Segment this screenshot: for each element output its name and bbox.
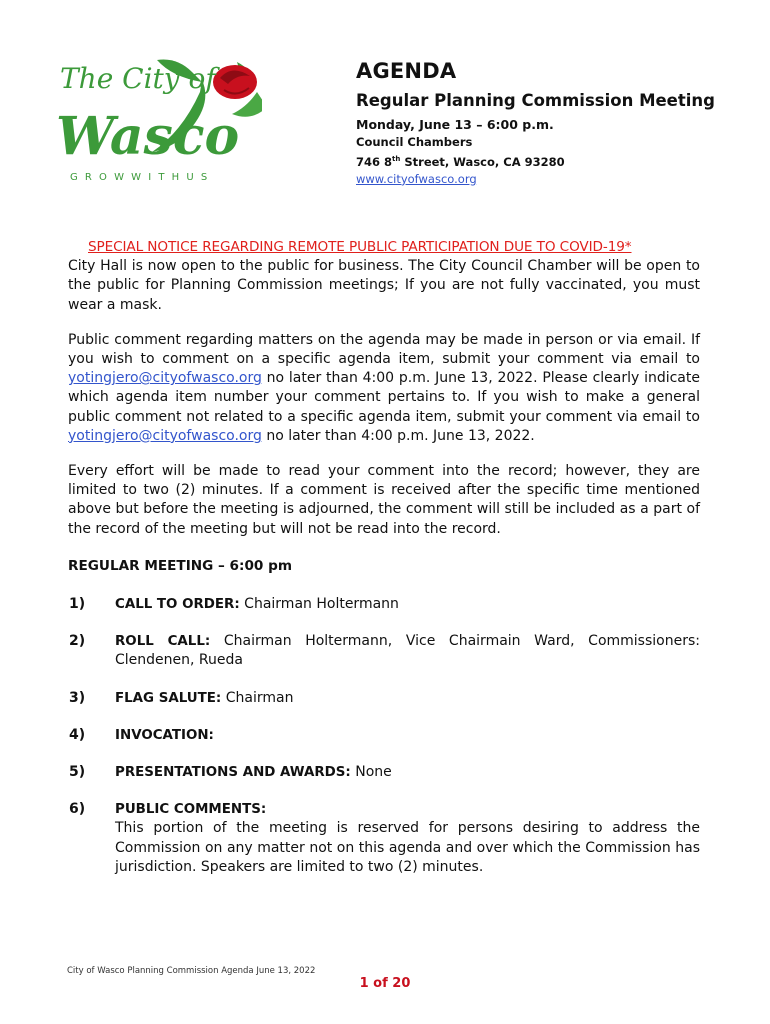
agenda-title: AGENDA — [356, 59, 457, 83]
regular-meeting-heading: REGULAR MEETING – 6:00 pm — [68, 557, 292, 574]
agenda-header — [356, 58, 736, 188]
notice-paragraph-3: Every effort will be made to read your comment into the record; however, they are limited to two (2) minutes. If a comment is received after the specific time mentioned above but before the meeting is adjourned, the comment will still be included as a part of the record of the meeting but will not be read into the record. — [68, 463, 700, 537]
agenda-item: 4) INVOCATION: — [69, 726, 214, 743]
meeting-type: Regular Planning Commission Meeting — [356, 91, 715, 110]
logo-line2: Wasco — [56, 106, 240, 167]
notice-paragraph-1: City Hall is now open to the public for business. The City Council Chamber will be open to the public for Planning Commission meetings; If you are not fully vaccinated, you must wear a mask. — [68, 258, 700, 313]
notice-paragraph-2: Public comment regarding matters on the agenda may be made in person or via email. If you wish to comment on a specific agenda item, submit your comment via email to yotingjero@cityofwasco.org no later than 4:00 p.m. June 13, 2022. Please clearly indicate which agenda item number your comment pertains to. If you wish to make a general public comment not related to a specific agenda item, submit your comment via email to yotingjero@cityofwasco.org no later than 4:00 p.m. June 13, 2022. — [68, 331, 700, 444]
agenda-item: 6) PUBLIC COMMENTS: This portion of the meeting is reserved for persons desiring to address the Commission on any matter not on this agenda and over which the Commission has jurisdiction. Speakers are limited to two (2) minutes. — [69, 801, 700, 875]
agenda-items — [68, 595, 700, 877]
agenda-item: 1) CALL TO ORDER: Chairman Holtermann — [69, 596, 399, 613]
page-number: 1 of 20 — [359, 976, 411, 991]
footer-text: City of Wasco Planning Commission Agenda June 13, 2022 — [67, 966, 316, 976]
agenda-item: 5) PRESENTATIONS AND AWARDS: None — [69, 764, 392, 781]
meeting-address: 746 8th Street, Wasco, CA 93280 — [356, 154, 565, 169]
email-link[interactable]: yotingjero@cityofwasco.org — [68, 427, 262, 444]
agenda-body — [68, 238, 700, 895]
logo-tagline: G R O W W I T H U S — [70, 172, 210, 183]
meeting-datetime: Monday, June 13 – 6:00 p.m. — [356, 117, 554, 132]
agenda-item: 2) ROLL CALL: Chairman Holtermann, Vice Chairmain Ward, Commissioners: Clendenen, Rueda — [69, 633, 700, 669]
email-link[interactable]: yotingjero@cityofwasco.org — [68, 370, 262, 387]
meeting-location: Council Chambers — [356, 135, 473, 149]
covid-notice-heading: SPECIAL NOTICE REGARDING REMOTE PUBLIC PARTICIPATION DUE TO COVID-19* — [88, 239, 632, 255]
city-of-wasco-logo — [52, 52, 262, 187]
agenda-item: 3) FLAG SALUTE: Chairman — [69, 689, 294, 706]
website-link[interactable]: www.cityofwasco.org — [356, 171, 477, 186]
logo-line1: The City of — [60, 62, 216, 95]
